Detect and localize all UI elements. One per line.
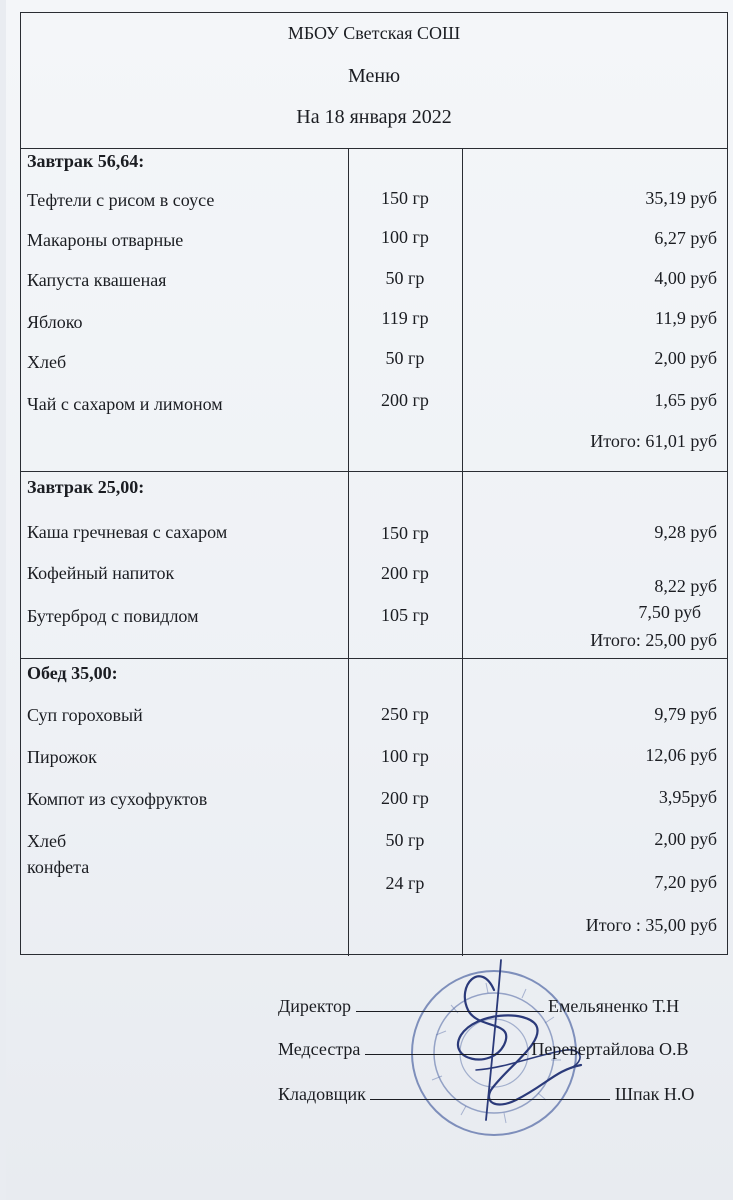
signature-role: Кладовщик: [278, 1084, 366, 1104]
item-weight: 200 гр: [381, 563, 429, 583]
column-divider: [462, 148, 463, 471]
item-name: Капуста квашеная: [27, 270, 167, 290]
item-name: Тефтели с рисом в соусе: [27, 190, 215, 210]
item-weight: 150 гр: [381, 523, 429, 543]
item-name: Макароны отварные: [27, 230, 184, 250]
section-total: Итого : 35,00 руб: [585, 915, 717, 935]
item-weight: 105 гр: [381, 605, 429, 625]
section-total: Итого: 25,00 руб: [590, 630, 717, 650]
item-price: 12,06 руб: [645, 745, 717, 765]
section-breakfast-2: [21, 472, 727, 659]
section-lunch: [21, 659, 727, 956]
item-price: 8,22 руб: [654, 576, 717, 596]
item-weight: 150 гр: [381, 188, 429, 208]
item-weight: 200 гр: [381, 788, 429, 808]
menu-date: На 18 января 2022: [296, 106, 452, 128]
item-name: Кофейный напиток: [27, 563, 175, 583]
column-divider: [348, 472, 349, 658]
signature-role: Медсестра: [278, 1039, 361, 1059]
column-divider: [348, 148, 349, 471]
item-name: конфета: [27, 857, 90, 877]
section-title: Завтрак 56,64:: [27, 151, 145, 171]
item-weight: 119 гр: [381, 308, 429, 328]
item-name: Хлеб: [27, 352, 67, 372]
item-weight: 24 гр: [385, 873, 425, 893]
menu-header: [21, 13, 727, 149]
section-title: Обед 35,00:: [27, 663, 118, 683]
item-price: 4,00 руб: [654, 268, 717, 288]
signature-row-nurse: [278, 1038, 688, 1060]
section-breakfast-1: [21, 148, 727, 472]
item-weight: 50 гр: [385, 348, 425, 368]
item-price: 9,28 руб: [654, 522, 717, 542]
item-price: 7,50 руб: [638, 602, 701, 622]
item-price: 2,00 руб: [654, 829, 717, 849]
menu-title: Меню: [347, 65, 401, 87]
item-weight: 100 гр: [381, 746, 429, 766]
item-price: 9,79 руб: [654, 704, 717, 724]
item-name: Хлеб: [27, 831, 67, 851]
signature-role: Директор: [278, 996, 352, 1016]
signature-line: [356, 995, 544, 1012]
item-price: 6,27 руб: [654, 228, 717, 248]
item-name: Суп гороховый: [27, 705, 143, 725]
school-name: МБОУ Светская СОШ: [287, 23, 461, 43]
signature-name: Перевертайлова О.В: [531, 1039, 689, 1059]
item-weight: 50 гр: [385, 830, 425, 850]
item-price: 1,65 руб: [654, 390, 717, 410]
item-weight: 50 гр: [385, 268, 425, 288]
item-weight: 250 гр: [381, 704, 429, 724]
section-total: Итого: 61,01 руб: [590, 431, 717, 451]
item-name: Чай с сахаром и лимоном: [27, 394, 223, 414]
column-divider: [462, 659, 463, 956]
menu-table: [20, 12, 728, 955]
signature-row-storekeeper: [278, 1083, 694, 1105]
item-name: Компот из сухофруктов: [27, 789, 208, 809]
item-price: 7,20 руб: [654, 872, 717, 892]
item-name: Яблоко: [27, 312, 83, 332]
signature-line: [365, 1038, 527, 1055]
item-price: 2,00 руб: [654, 348, 717, 368]
column-divider: [462, 472, 463, 658]
item-price: 3,95руб: [658, 787, 717, 807]
item-price: 35,19 руб: [645, 188, 717, 208]
signature-name: Емельяненко Т.Н: [548, 996, 680, 1016]
item-weight: 100 гр: [381, 227, 429, 247]
section-title: Завтрак 25,00:: [27, 477, 145, 497]
signature-name: Шпак Н.О: [614, 1084, 695, 1104]
item-name: Бутерброд с повидлом: [27, 606, 199, 626]
item-name: Пирожок: [27, 747, 97, 767]
signature-line: [370, 1083, 610, 1100]
column-divider: [348, 659, 349, 956]
item-weight: 200 гр: [381, 390, 429, 410]
signature-row-director: [278, 995, 679, 1017]
item-name: Каша гречневая с сахаром: [27, 522, 228, 542]
item-price: 11,9 руб: [654, 308, 717, 328]
signatures-block: [0, 985, 733, 1125]
